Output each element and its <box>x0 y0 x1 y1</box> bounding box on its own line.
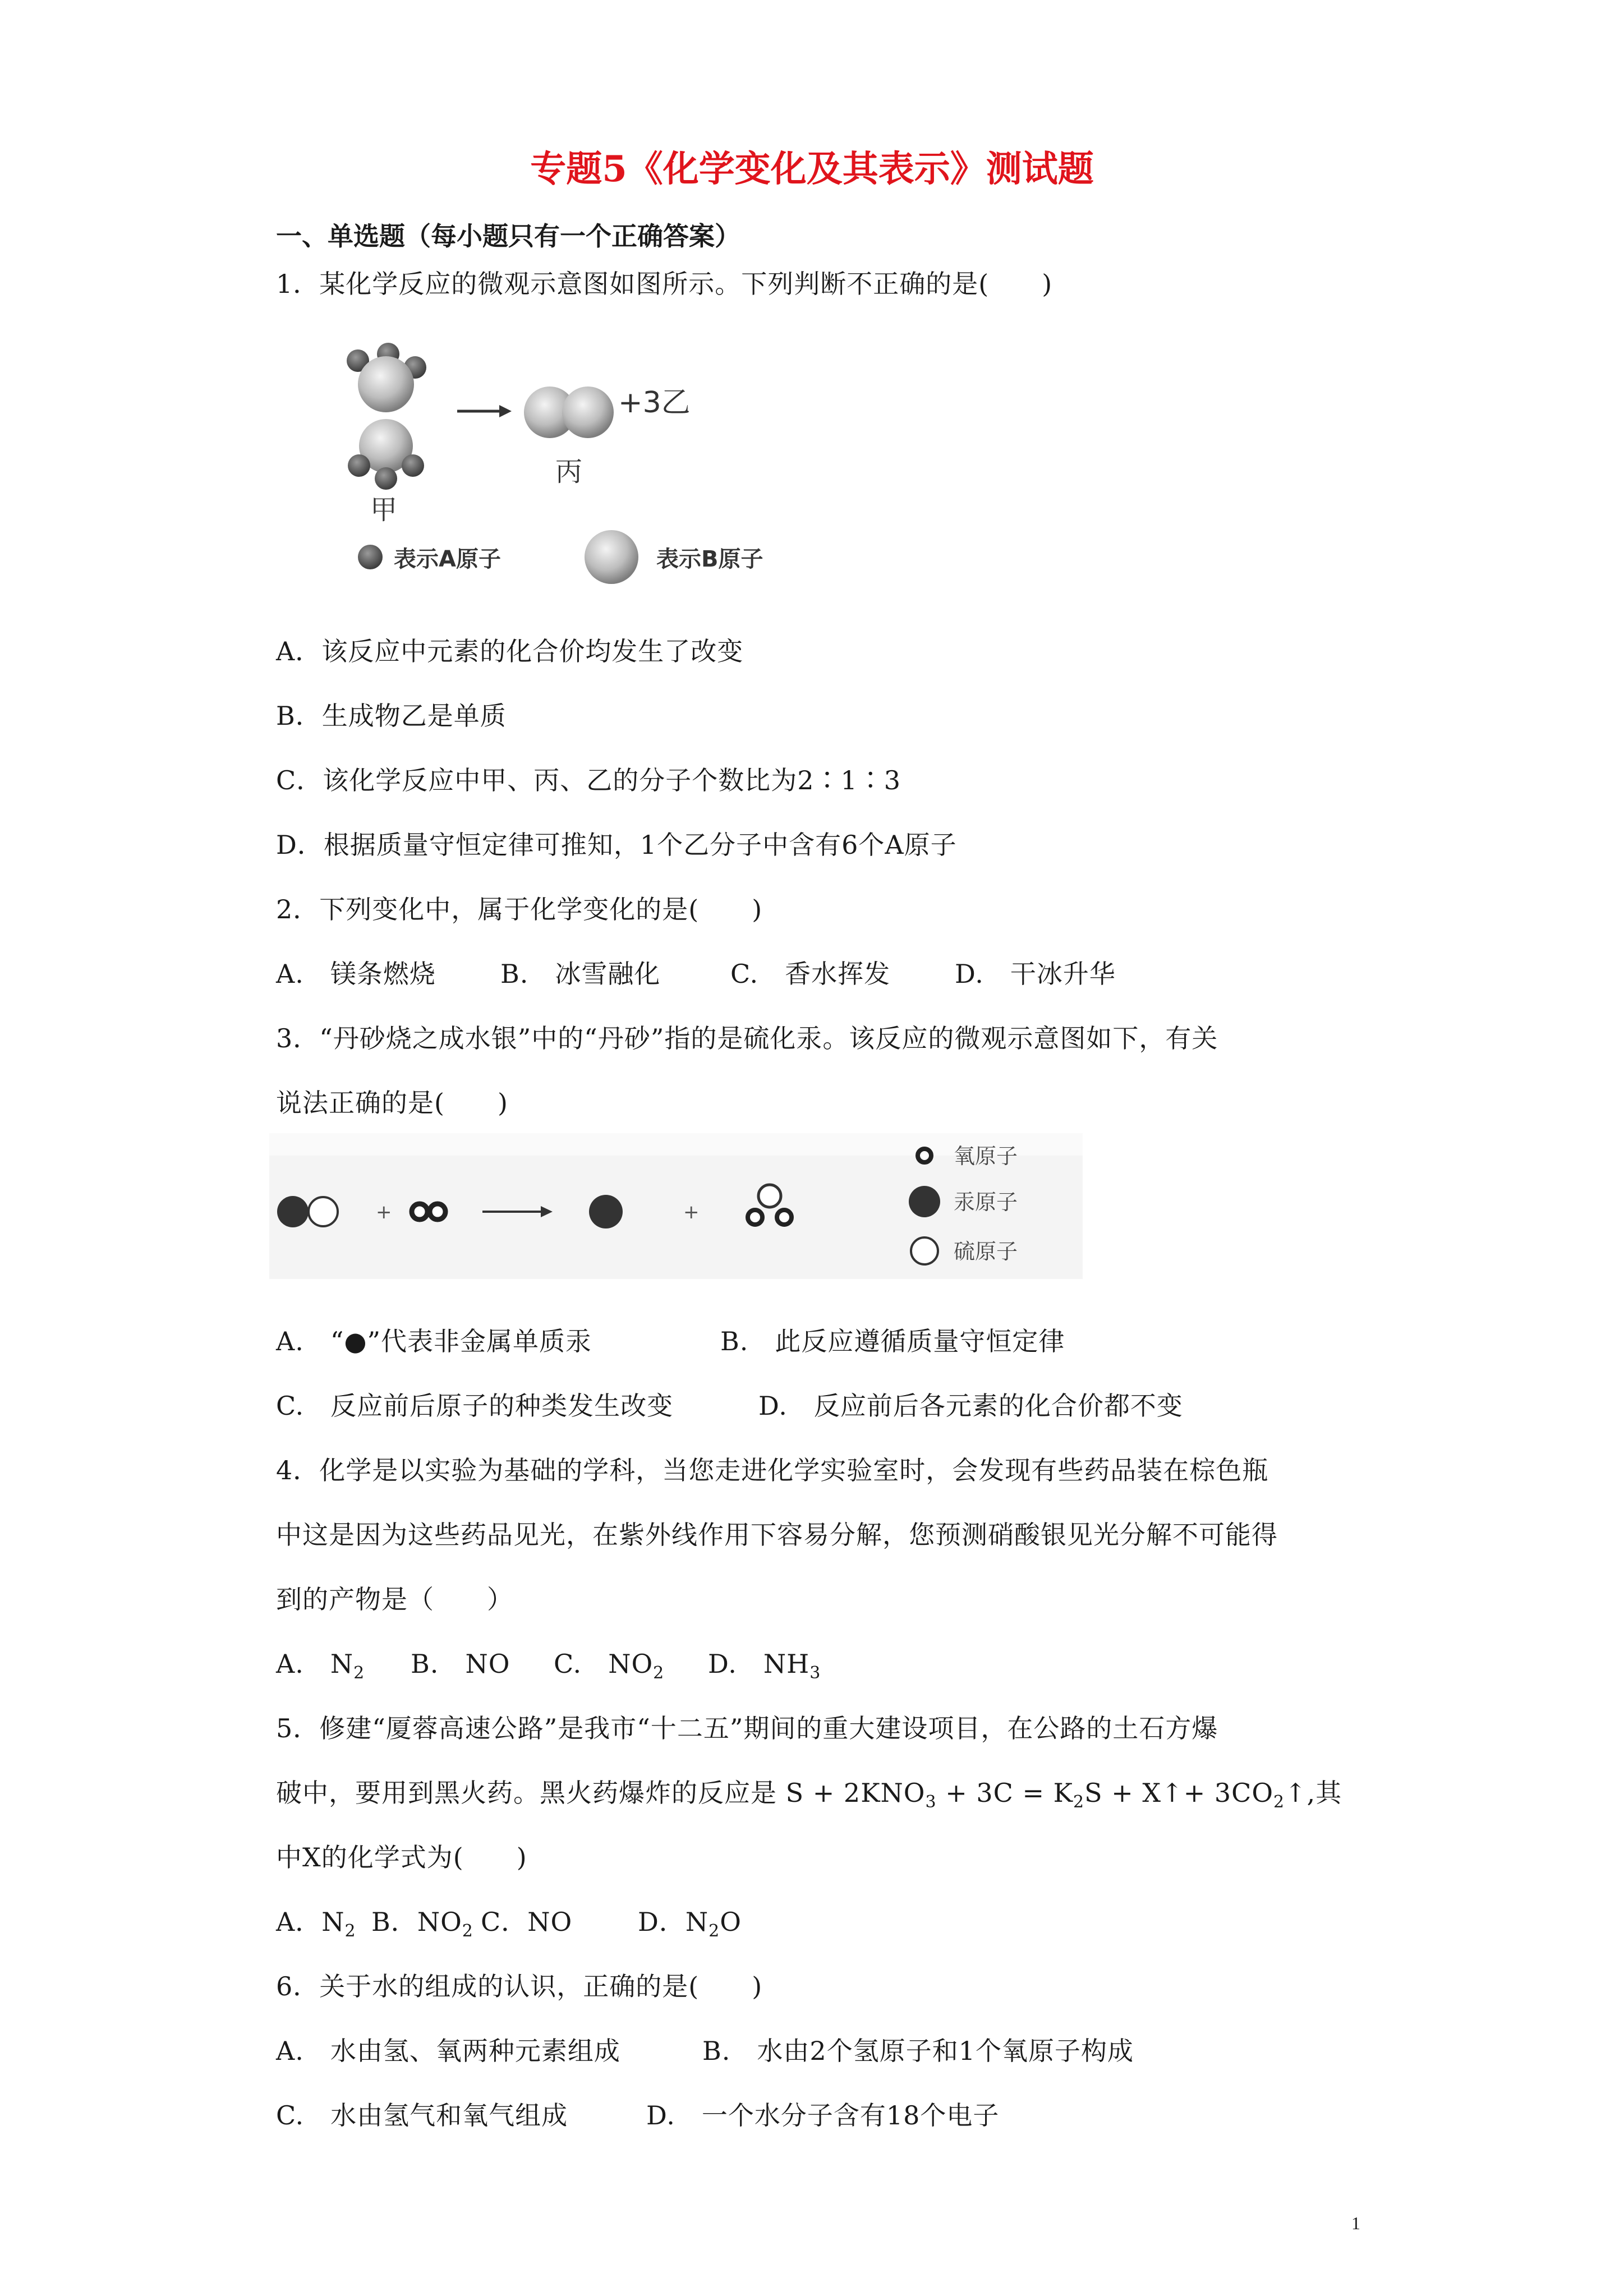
q6-options-row1 <box>276 2031 1134 2068</box>
q4-stem-line3: 到的产物是（ ） <box>276 1584 513 1614</box>
q3-legend-hg-atom <box>909 1186 940 1217</box>
q4-options <box>276 1644 821 1683</box>
q1-label-jia: 甲 <box>370 494 398 526</box>
q6-option-b: B. 水由2个氢原子和1个氧原子构成 <box>702 2036 1134 2066</box>
q1-option-d: D．根据质量守恒定律可推知，1个乙分子中含有6个A原子 <box>276 830 957 860</box>
q3-stem-line1: 3．“丹砂烧之成水银”中的“丹砂”指的是硫化汞。该反应的微观示意图如下，有关 <box>276 1023 1218 1053</box>
q1-option-c: C．该化学反应中甲、丙、乙的分子个数比为2∶1∶3 <box>276 765 901 795</box>
q2-option-b: B. 冰雪融化 <box>500 959 661 989</box>
page-title: 专题5《化学变化及其表示》测试题 <box>530 148 1094 190</box>
q4-stem-line2: 中这是因为这些药品见光，在紫外线作用下容易分解，您预测硝酸银见光分解不可能得 <box>276 1520 1278 1550</box>
q4-option-d: D. $NH_3$ <box>708 1649 821 1683</box>
q3-legend-hg-text: 汞原子 <box>954 1190 1018 1214</box>
q5-stem-line1: 5．修建“厦蓉高速公路”是我市“十二五”期间的重大建设项目，在公路的土石方爆 <box>276 1713 1218 1743</box>
q5-stem-line2: 破中，要用到黑火药。黑火药爆炸的反应是 $S + 2KNO_3 + 3C = K_2S$ + X↑+ $3CO_2↑$,其 <box>276 1778 1342 1812</box>
q1-molecule-bing <box>524 386 614 438</box>
q2-option-c: C. 香水挥发 <box>730 959 891 989</box>
q3-legend-o-text: 氧原子 <box>954 1144 1018 1168</box>
q1-reaction-diagram <box>331 328 836 592</box>
q2-options <box>276 954 1116 991</box>
q3-options-row1 <box>276 1321 1065 1358</box>
q4-option-a: A. $N_2$ <box>276 1649 365 1683</box>
q3-molecule-hg <box>589 1195 623 1228</box>
q2-option-d: D. 干冰升华 <box>955 959 1116 989</box>
q1-legend-a-text: 表示A原子 <box>394 546 501 572</box>
q4-stem-line1: 4．化学是以实验为基础的学科，当您走进化学实验室时，会发现有些药品装在棕色瓶 <box>276 1455 1269 1485</box>
q3-legend-s-atom <box>911 1237 938 1264</box>
q5-option-c: C．NO <box>481 1907 573 1937</box>
q3-option-b: B. 此反应遵循质量守恒定律 <box>720 1326 1065 1356</box>
q1-label-plus-yi: +3乙 <box>618 386 691 420</box>
q4-option-c: C. $NO_2$ <box>554 1649 665 1683</box>
q1-molecule-jia-1 <box>347 343 426 412</box>
q2-option-a: A. 镁条燃烧 <box>276 959 436 989</box>
q3-plus-2: + <box>683 1201 700 1223</box>
q3-legend-o-atom <box>918 1149 931 1162</box>
q5-option-b: B．$NO_2$ <box>371 1907 473 1941</box>
q1-stem: 1．某化学反应的微观示意图如图所示。下列判断不正确的是( ) <box>276 269 1053 299</box>
q5-options <box>276 1902 742 1941</box>
q3-option-d: D. 反应前后各元素的化合价都不变 <box>758 1391 1183 1421</box>
q6-option-a: A. 水由氢、氧两种元素组成 <box>276 2036 620 2066</box>
q1-reaction-arrow <box>457 405 512 417</box>
q6-option-c: C. 水由氢气和氧气组成 <box>276 2100 568 2131</box>
q6-options-row2 <box>276 2095 999 2132</box>
q3-reaction-diagram <box>269 1133 1083 1285</box>
q1-legend-b-text: 表示B原子 <box>656 546 763 572</box>
q3-options-row2 <box>276 1386 1183 1423</box>
q5-stem-line3: 中X的化学式为( ) <box>276 1842 527 1872</box>
q6-stem: 6．关于水的组成的认识，正确的是( ) <box>276 1971 763 2001</box>
q5-option-a: A．$N_2$ <box>276 1907 356 1941</box>
q3-option-a: A. “●”代表非金属单质汞 <box>276 1326 592 1356</box>
q1-legend-b-atom <box>585 530 638 584</box>
q3-option-c: C. 反应前后原子的种类发生改变 <box>276 1391 674 1421</box>
q5-option-d: D．$N_2O$ <box>638 1907 742 1941</box>
q1-option-b: B．生成物乙是单质 <box>276 701 507 731</box>
q3-stem-line2: 说法正确的是( ) <box>276 1088 508 1118</box>
page-number: 1 <box>1351 2213 1360 2233</box>
q1-molecule-jia-2 <box>348 419 424 490</box>
q1-legend-a-atom <box>358 545 383 569</box>
q2-stem: 2．下列变化中，属于化学变化的是( ) <box>276 894 763 924</box>
q3-legend-s-text: 硫原子 <box>954 1239 1018 1264</box>
q1-option-a: A．该反应中元素的化合价均发生了改变 <box>276 636 744 666</box>
section-heading: 一、单选题（每小题只有一个正确答案） <box>276 221 740 251</box>
q6-option-d: D. 一个水分子含有18个电子 <box>646 2100 1000 2131</box>
q3-plus-1: + <box>376 1201 392 1223</box>
q4-option-b: B. NO <box>411 1649 510 1679</box>
q1-label-bing: 丙 <box>555 456 583 487</box>
